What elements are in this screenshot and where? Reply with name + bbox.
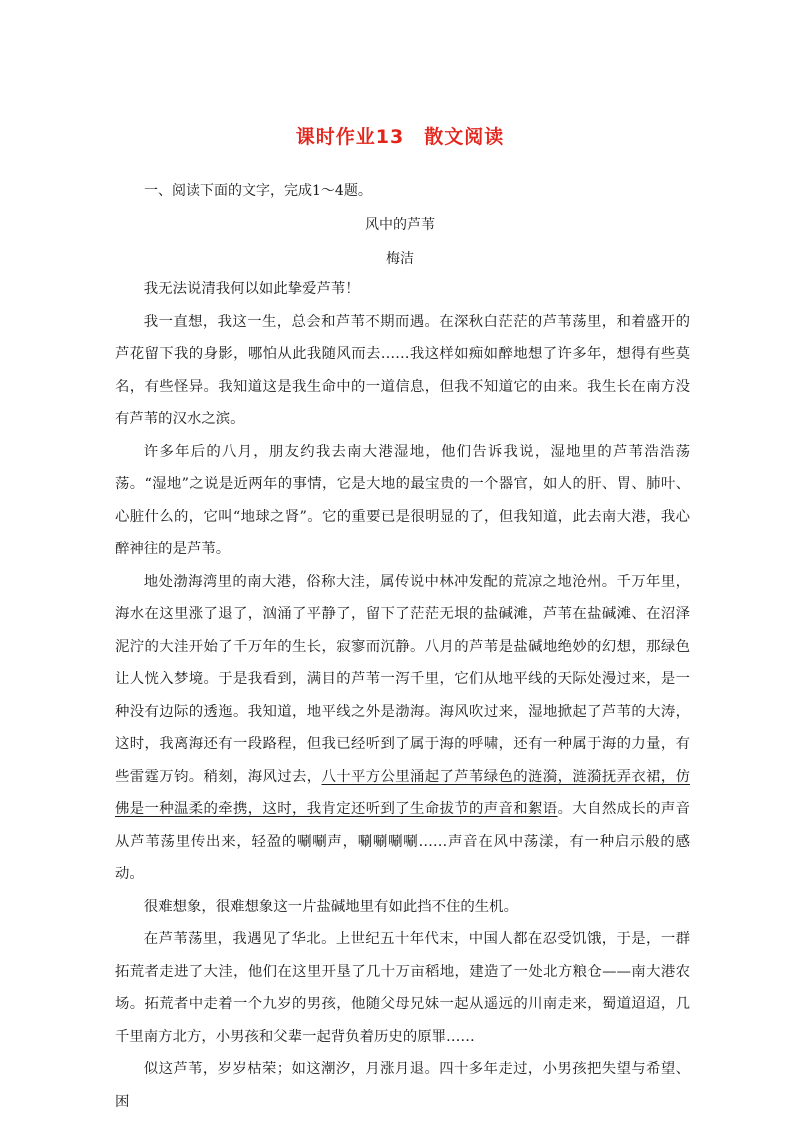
paragraph-4: [115, 566, 690, 891]
underlined-sentence: 八十平方公里涌起了芦苇绿色的涟漪，涟漪抚弄衣裙，仿佛是一种温柔的牵携，这时，我肯定还听到了生命拔节的声音和絮语: [115, 768, 690, 817]
paragraph-1: 我无法说清我何以如此挚爱芦苇！: [143, 281, 360, 297]
paragraph-4-text-after: 。大自然成长的声音从芦苇荡里传出来，轻盈的唰唰声，唰唰唰唰……声音在风中荡漾，有一种启示般的感动。: [115, 801, 690, 882]
paragraph-2: 我一直想，我这一生，总会和芦苇不期而遇。在深秋白茫茫的芦苇荡里，和着盛开的芦花留下我的身影，哪怕从此我随风而去……我这样如痴如醉地想了许多年，想得有些莫名，有些怪异。我知道这是我生命中的一道信息，但我不知道它的由来。我生长在南方没有芦苇的汉水之滨。: [115, 313, 690, 427]
essay-author: 梅洁: [386, 251, 414, 267]
paragraph-4-text-before: 地处渤海湾里的南大港，俗称大洼，属传说中林冲发配的荒凉之地沧州。千万年里，海水在这里涨了退了，汹涌了平静了，留下了茫茫无垠的盐碱滩，芦苇在盐碱滩、在沼泽泥泞的大洼开始了千万年的生长，寂寥而沉静。八月的芦苇是盐碱地绝妙的幻想，那绿色让人恍入梦境。于是我看到，满目的芦苇一泻千里，它们从地平线的天际处漫过来，是一种没有边际的透迤。我知道，地平线之外是渤海。海风吹过来，湿地掀起了芦苇的大涛，这时，我离海还有一段路程，但我已经听到了属于海的呼啸，还有一种属于海的力量，有些雷霆万钧。稍刻，海风过去，: [115, 573, 690, 785]
page-title: 课时作业13 散文阅读: [295, 126, 505, 148]
paragraph-3: 许多年后的八月，朋友约我去南大港湿地，他们告诉我说，湿地里的芦苇浩浩荡荡。“湿地”之说是近两年的事情，它是大地的最宝贵的一个器官，如人的肝、胃、肺叶、心脏什么的，它叫“地球之肾”。它的重要已是很明显的了，但我知道，此去南大港，我心醉神往的是芦苇。: [115, 443, 690, 557]
paragraph-5: 很难想象，很难想象这一片盐碱地里有如此挡不住的生机。: [143, 898, 518, 915]
essay-title: 风中的芦苇: [365, 217, 435, 233]
essay-body: [115, 273, 690, 1118]
paragraph-6: 在芦苇荡里，我遇见了华北。上世纪五十年代末，中国人都在忍受饥饿，于是，一群拓荒者走进了大洼，他们在这里开垦了几十万亩稻地，建造了一处北方粮仓——南大港农场。拓荒者中走着一个九岁的男孩，他随父母兄妹一起从遥远的川南走来，蜀道迢迢，几千里南方北方，小男孩和父辈一起背负着历史的原罪……: [115, 931, 690, 1045]
question-instruction: 一、阅读下面的文字，完成1～4题。: [144, 183, 372, 199]
paragraph-7: 似这芦苇，岁岁枯荣；如这潮汐，月涨月退。四十多年走过，小男孩把失望与希望、困: [115, 1061, 690, 1110]
